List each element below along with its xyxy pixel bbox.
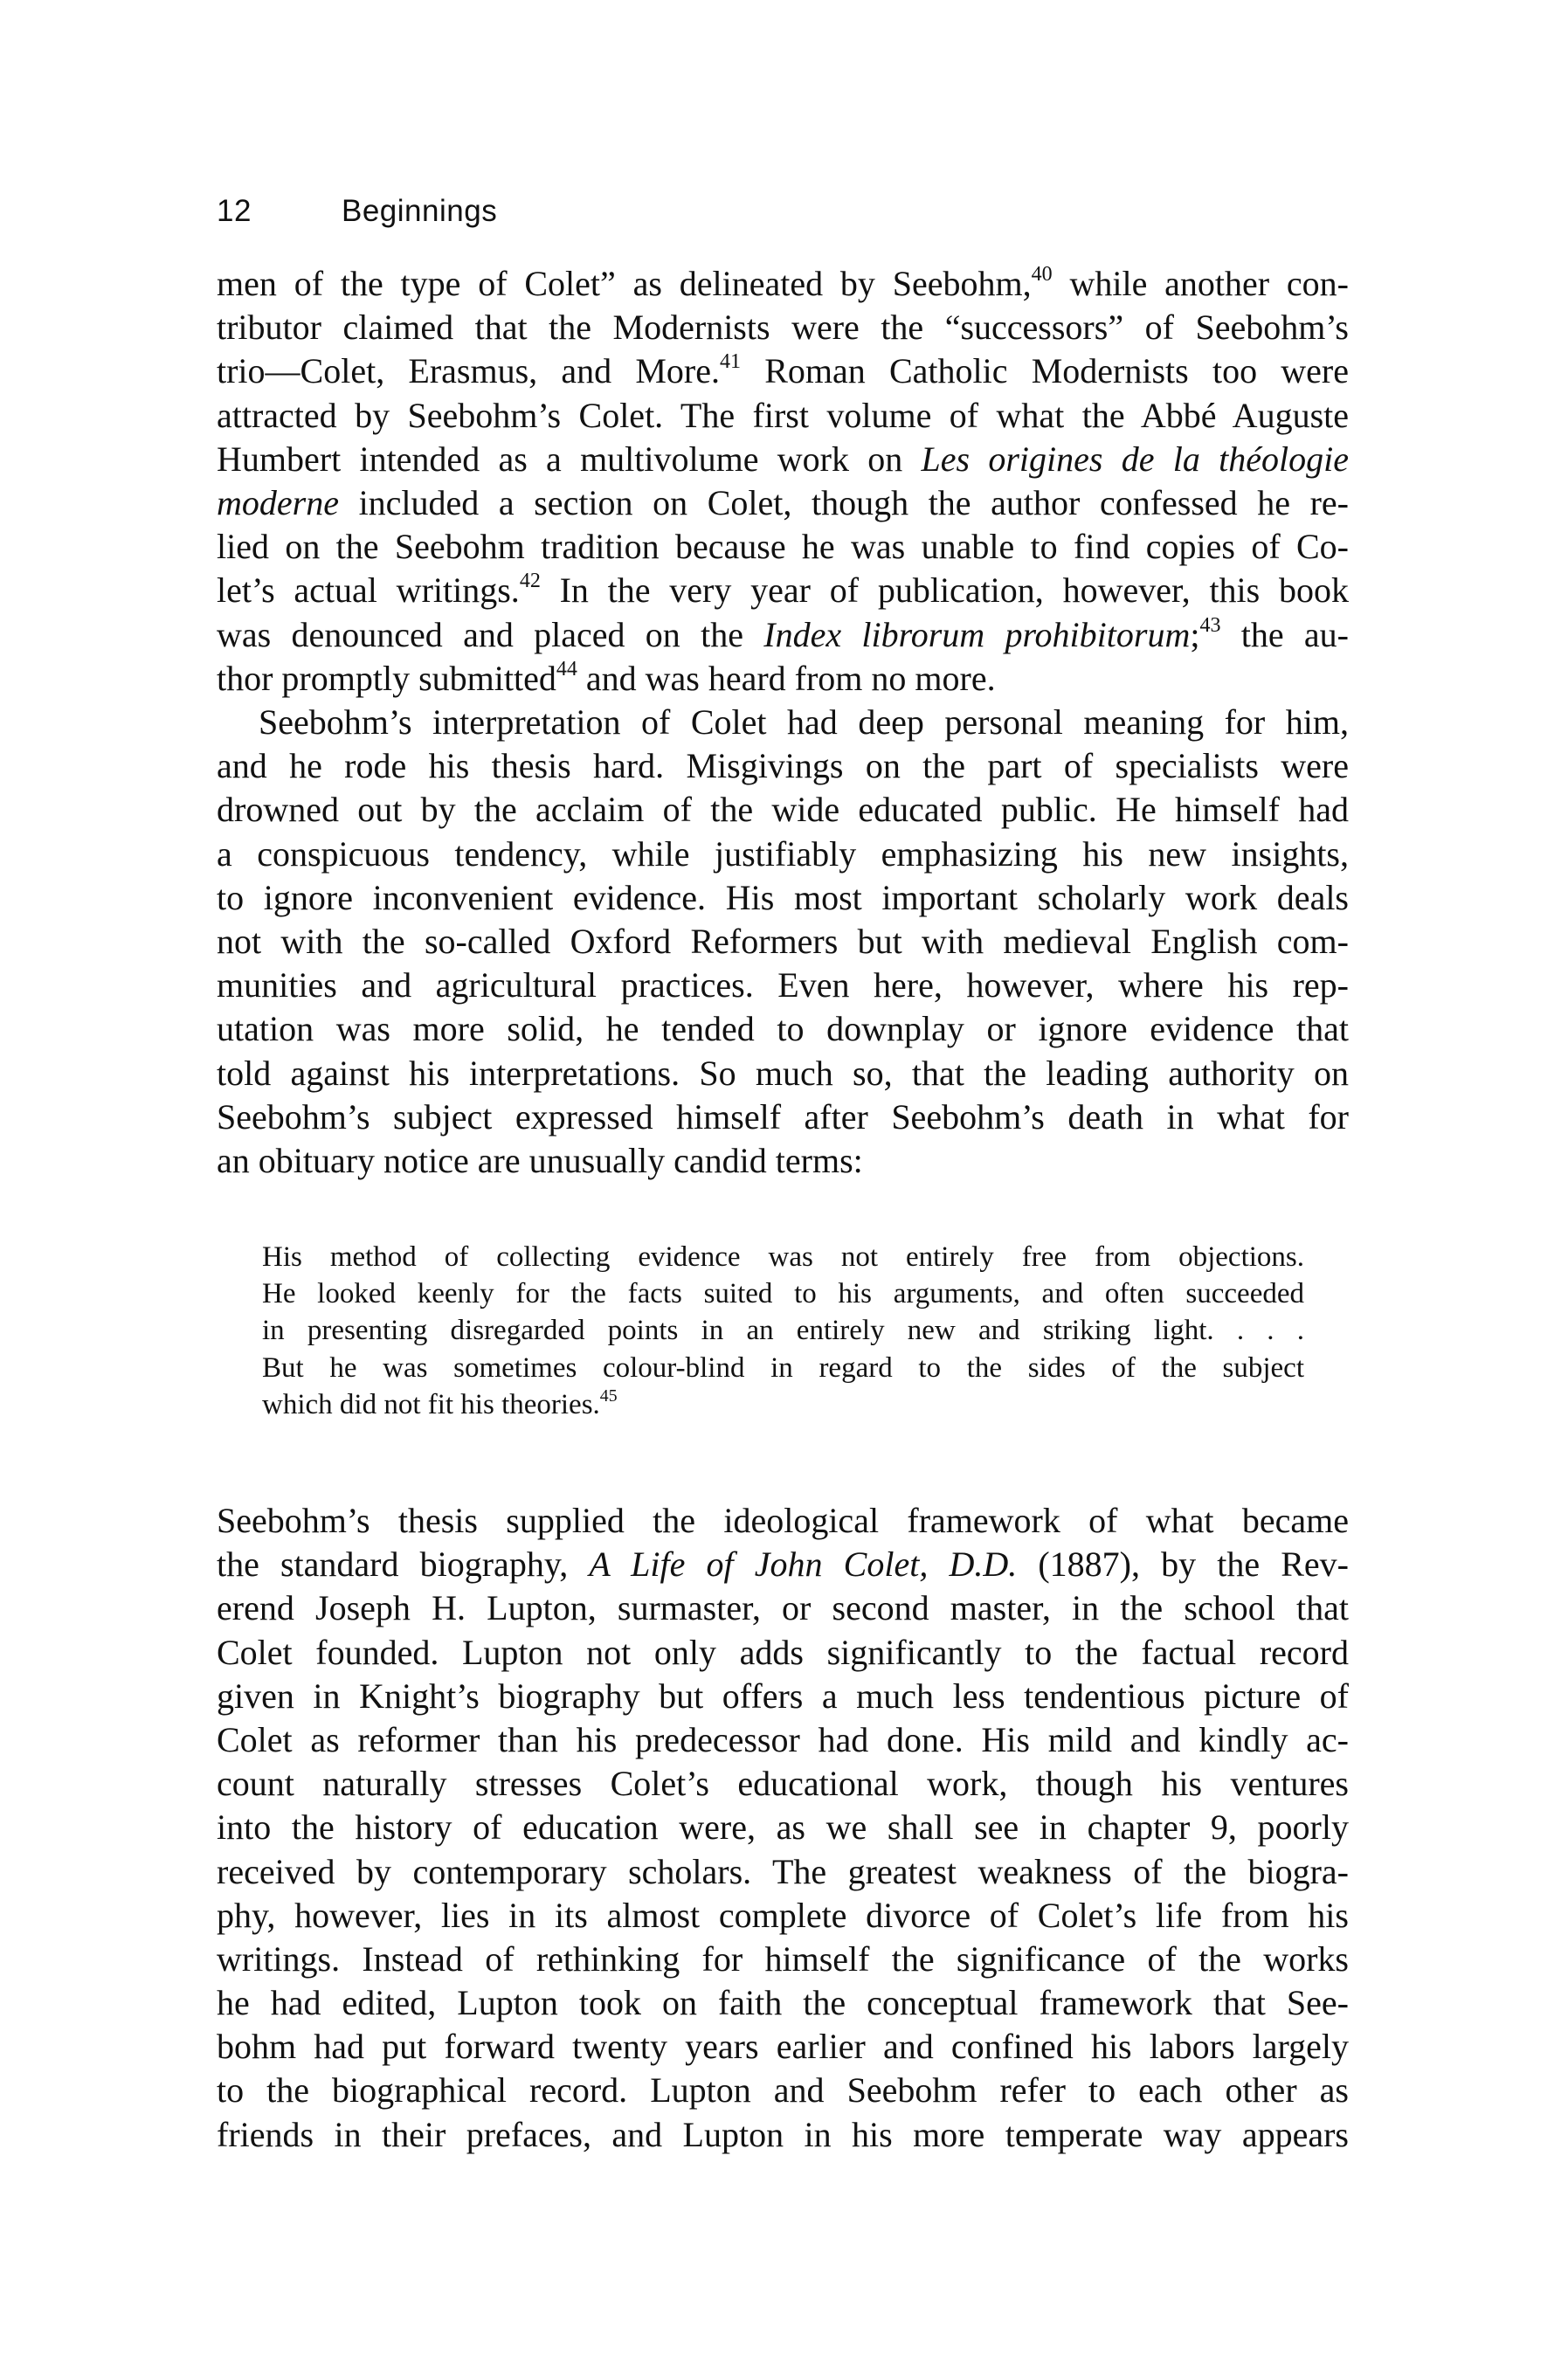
text-line: was denounced and placed on the Index librorum prohibitorum;$^{43}$ the au- — [217, 613, 1349, 654]
text-line: lied on the Seebohm tradition because he was unable to find copies of Co- — [217, 527, 1349, 567]
text-line: writings. Instead of rethinking for himself the significance of the works — [217, 1938, 1349, 1979]
text-line: Humbert intended as a multivolume work on Les origines de la théologie — [217, 439, 1349, 479]
text-line: told against his interpretations. So much so, that the leading authority on — [217, 1053, 1349, 1093]
footnote-ref-44: 44 — [556, 657, 577, 681]
quote-line: He looked keenly for the facts suited to his arguments, and often succeeded — [262, 1278, 1304, 1310]
text-line: an obituary notice are unusually candid terms: — [217, 1140, 863, 1180]
quote-line: But he was sometimes colour-blind in regard to the sides of the subject — [262, 1351, 1304, 1384]
text-line: the standard biography, A Life of John Colet, D.D. (1887), by the Rev- — [217, 1544, 1349, 1585]
text-line: to ignore inconvenient evidence. His most important scholarly work deals — [217, 877, 1349, 917]
footnote-ref-41: 41 — [720, 350, 742, 374]
text-line: given in Knight’s biography but offers a much less tendentious picture of — [217, 1676, 1349, 1716]
text-line: tributor claimed that the Modernists were the “successors” of Seebohm’s — [217, 307, 1349, 348]
quote-line: which did not fit his theories.$^{45}$ — [262, 1385, 618, 1420]
text-line: Colet as reformer than his predecessor had done. His mild and kindly ac- — [217, 1719, 1349, 1759]
block-quote — [262, 1239, 1304, 1423]
paragraph-3 — [217, 1499, 1349, 2157]
text-line: count naturally stresses Colet’s educational work, though his ventures — [217, 1764, 1349, 1804]
running-header — [217, 194, 497, 229]
text-line: bohm had put forward twenty years earlier and confined his labors largely — [217, 2027, 1349, 2067]
quote-line: in presenting disregarded points in an entirely new and striking light. . . . — [262, 1315, 1304, 1347]
text-line: and he rode his thesis hard. Misgivings on the part of specialists were — [217, 746, 1349, 786]
text-line: into the history of education were, as we shall see in chapter 9, poorly — [217, 1807, 1349, 1848]
text-line: he had edited, Lupton took on faith the conceptual framework that See- — [217, 1983, 1349, 2023]
text-line: men of the type of Colet” as delineated by Seebohm,$^{40}$ while another con- — [217, 263, 1349, 303]
page-number: 12 — [217, 194, 252, 228]
text-line: friends in their prefaces, and Lupton in his more temperate way appears — [217, 2114, 1349, 2154]
text-line: a conspicuous tendency, while justifiably emphasizing his new insights, — [217, 833, 1349, 874]
text-line: Seebohm’s interpretation of Colet had deep personal meaning for him, — [259, 702, 1349, 742]
text-line: thor promptly submitted$^{44}$ and was heard from no more. — [217, 657, 996, 698]
footnote-ref-43: 43 — [1199, 613, 1221, 637]
running-title: Beginnings — [342, 194, 498, 228]
quote-line: His method of collecting evidence was not entirely free from objections. — [262, 1241, 1304, 1273]
paragraph-2 — [217, 701, 1349, 1183]
text-line: drowned out by the acclaim of the wide educated public. He himself had — [217, 790, 1349, 830]
text-line: not with the so-called Oxford Reformers but with medieval English com- — [217, 921, 1349, 961]
index-title: Index librorum prohibitorum — [763, 614, 1191, 654]
footnote-ref-40: 40 — [1031, 263, 1053, 287]
footnote-ref-45: 45 — [599, 1385, 618, 1406]
text-line: utation was more solid, he tended to downplay or ignore evidence that — [217, 1009, 1349, 1049]
book-title: A Life of John Colet, D.D. — [589, 1544, 1018, 1585]
text-line: munities and agricultural practices. Even here, however, where his rep- — [217, 965, 1349, 1005]
footnote-ref-42: 42 — [519, 570, 541, 593]
text-line: to the biographical record. Lupton and Seebohm refer to each other as — [217, 2070, 1349, 2111]
text-line: received by contemporary scholars. The greatest weakness of the biogra- — [217, 1851, 1349, 1891]
text-line: Seebohm’s thesis supplied the ideological framework of what became — [217, 1501, 1349, 1540]
text-line: attracted by Seebohm’s Colet. The first volume of what the Abbé Auguste — [217, 395, 1349, 435]
text-line: Seebohm’s subject expressed himself after Seebohm’s death in what for — [217, 1096, 1349, 1137]
text-line: Colet founded. Lupton not only adds significantly to the factual record — [217, 1632, 1349, 1672]
paragraph-1 — [217, 262, 1349, 701]
text-line: trio—Colet, Erasmus, and More.$^{41}$ Roman Catholic Modernists too were — [217, 350, 1349, 391]
text-line: erend Joseph H. Lupton, surmaster, or second master, in the school that — [217, 1588, 1349, 1628]
text-line: let’s actual writings.$^{42}$ In the very year of publication, however, this book — [217, 570, 1349, 611]
text-line: phy, however, lies in its almost complete divorce of Colet’s life from his — [217, 1895, 1349, 1935]
book-title: Les origines de la théologie — [921, 439, 1349, 479]
book-title: moderne — [217, 482, 339, 522]
text-line: moderne included a section on Colet, though the author confessed he re- — [217, 482, 1349, 522]
